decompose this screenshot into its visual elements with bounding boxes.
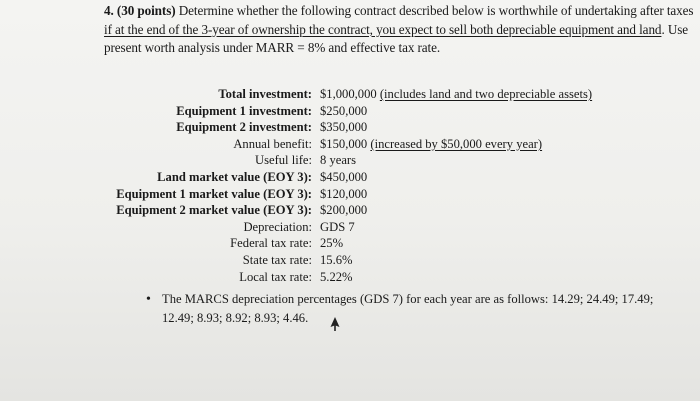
parameter-note: (increased by $50,000 every year)	[370, 136, 543, 151]
parameter-value: $1,000,000 (includes land and two depreciable assets)	[320, 87, 593, 101]
parameters-list	[0, 86, 700, 285]
parameter-value: 8 years	[320, 153, 357, 168]
parameter-row	[0, 86, 700, 103]
parameter-value: 5.22%	[320, 269, 353, 284]
parameter-row	[0, 202, 700, 219]
parameter-label: Total investment:	[218, 87, 312, 101]
parameter-value: $250,000	[320, 103, 368, 118]
question-underlined-condition: if at the end of the 3-year of ownership the contract, you expect to sell both depreciable equipment and land	[104, 21, 662, 37]
parameter-value: $350,000	[320, 120, 368, 135]
parameter-row	[0, 219, 700, 236]
parameter-value: $200,000	[320, 203, 368, 218]
question-paragraph	[104, 2, 694, 58]
parameter-row	[0, 136, 700, 153]
question-text-part-2: . Use present worth analysis under MARR = 8% and effective tax rate.	[104, 21, 689, 55]
parameter-label: Federal tax rate:	[230, 236, 312, 251]
parameter-value: $450,000	[320, 169, 368, 184]
mouse-pointer-icon	[330, 317, 340, 331]
parameter-row	[0, 269, 700, 286]
parameter-label: Equipment 2 market value (EOY 3):	[116, 203, 312, 218]
parameter-value: $150,000 (increased by $50,000 every year)	[320, 136, 543, 151]
parameter-label: Depreciation:	[243, 219, 312, 234]
parameter-label: Equipment 1 market value (EOY 3):	[116, 186, 312, 201]
parameter-row	[0, 186, 700, 203]
question-number: 4.	[104, 3, 114, 18]
parameter-row	[0, 169, 700, 186]
parameter-note: (includes land and two depreciable assets)	[379, 87, 593, 101]
parameter-value: GDS 7	[320, 219, 355, 234]
parameter-row	[0, 103, 700, 120]
parameter-label: Equipment 1 investment:	[176, 103, 312, 118]
parameter-row	[0, 152, 700, 169]
parameter-row	[0, 119, 700, 136]
parameter-label: Annual benefit:	[233, 136, 312, 151]
parameter-label: State tax rate:	[242, 252, 312, 267]
question-text-part-1: Determine whether the following contract described below is worthwhile of undertaking after taxes	[175, 3, 694, 18]
parameter-row	[0, 235, 700, 252]
parameter-label: Land market value (EOY 3):	[157, 169, 312, 184]
parameter-value: $120,000	[320, 186, 368, 201]
parameter-label: Local tax rate:	[239, 269, 312, 284]
parameter-label: Equipment 2 investment:	[176, 120, 312, 135]
parameter-value: 15.6%	[320, 252, 353, 267]
depreciation-note	[146, 290, 666, 328]
depreciation-note-text: The MARCS depreciation percentages (GDS 7) for each year are as follows: 14.29; 24.49; 17.49; 12.49; 8.93; 8.92; 8.93; 4.46.	[162, 292, 654, 325]
parameter-label: Useful life:	[254, 153, 312, 168]
parameter-value: 25%	[320, 236, 344, 251]
bullet-icon: •	[146, 292, 151, 307]
question-points: (30 points)	[116, 3, 176, 18]
parameter-row	[0, 252, 700, 269]
